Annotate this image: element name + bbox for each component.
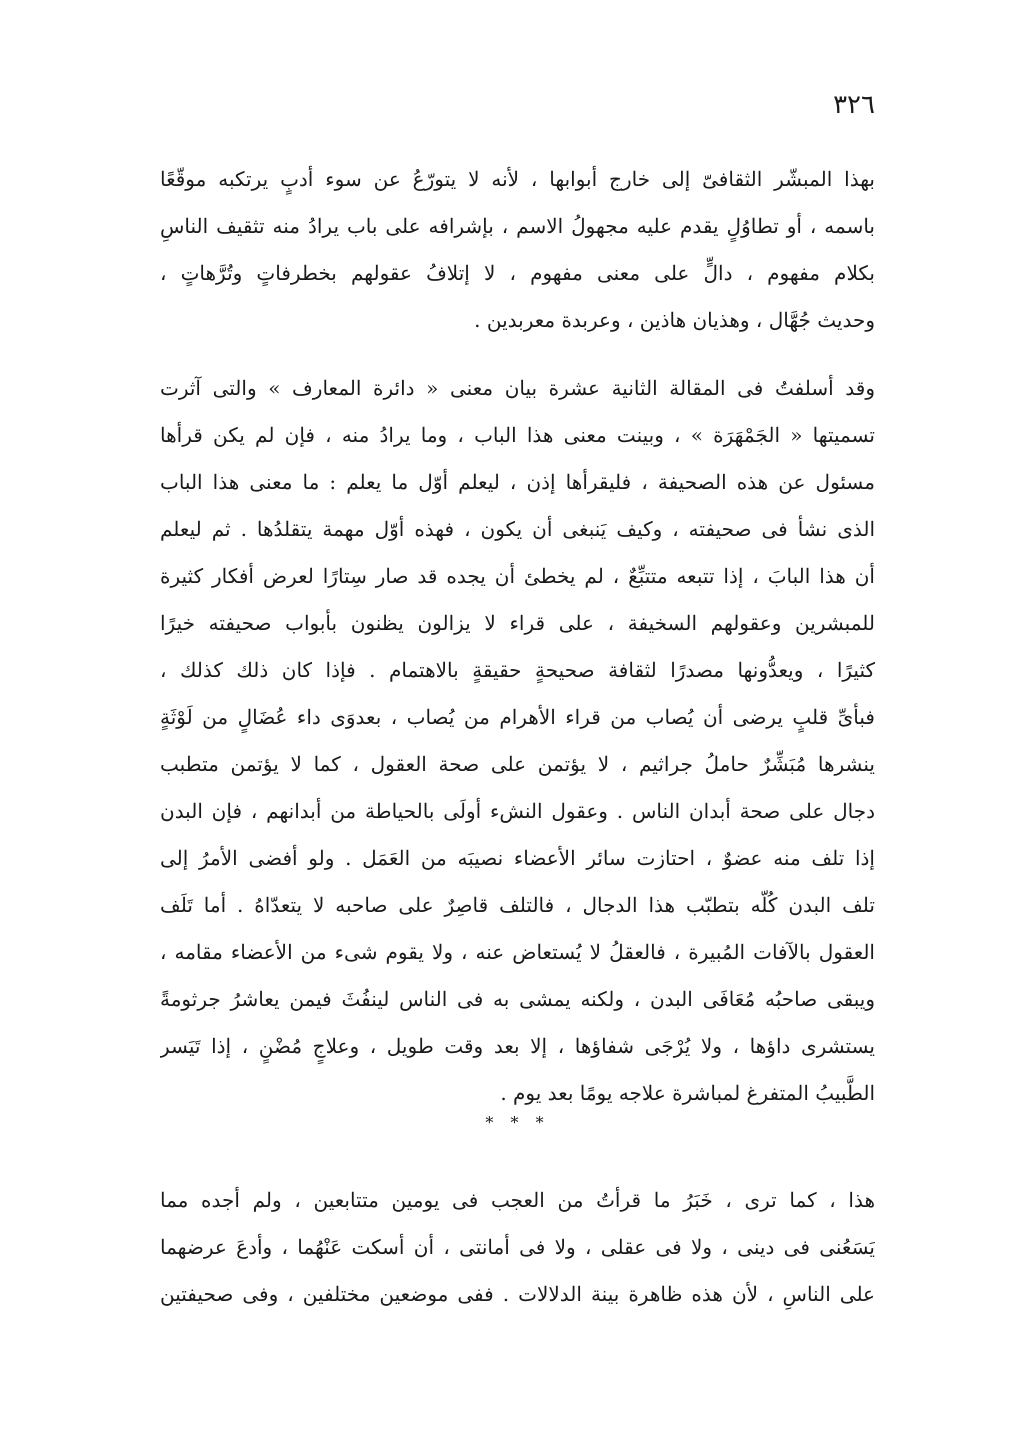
text-line: للمبشرين وعقولهم السخيفة ، على قراء لا يزالون يظنون بأبواب صحيفته خيرًا <box>160 611 875 635</box>
text-line: مسئول عن هذه الصحيفة ، فليقرأها إذن ، ليعلم أوّل ما يعلم : ما معنى هذا الباب <box>160 470 875 494</box>
text-line: وقد أسلفتُ فى المقالة الثانية عشرة بيان معنى « دائرة المعارف » والتى آثرت <box>160 376 875 400</box>
paragraph-3 <box>160 1177 875 1318</box>
text-line: بكلام مفهوم ، دالٍّ على معنى مفهوم ، لا إتلافُ عقولهم بخطرفاتٍ وتُرَّهاتٍ ، <box>160 261 875 285</box>
text-line: على الناسِ ، لأن هذه ظاهرة بينة الدلالات . ففى موضعين مختلفين ، وفى صحيفتين <box>160 1282 875 1306</box>
text-line: تسميتها « الجَمْهَرَة » ، وبينت معنى هذا الباب ، وما يرادُ منه ، فإن لم يكن قرأها <box>160 423 875 447</box>
text-line: وحديث جُهَّال ، وهذيان هاذين ، وعربدة معربدين . <box>474 308 875 332</box>
section-divider: * * * <box>485 1113 550 1132</box>
text-line: يستشرى داؤها ، ولا يُرْجَى شفاؤها ، إلا بعد وقت طويل ، وعلاجٍ مُضْنٍ ، إذا تَيَسر <box>160 1034 875 1058</box>
text-line: يَسَعُنى فى دينى ، ولا فى عقلى ، ولا فى أمانتى ، أن أسكت عَنْهُما ، وأدعَ عرضهما <box>160 1235 875 1259</box>
text-line: كثيرًا ، ويعدُّونها مصدرًا لثقافة صحيحةٍ حقيقةٍ بالاهتمام . فإذا كان ذلك كذلك ، <box>160 658 875 682</box>
text-line: ويبقى صاحبُه مُعَافَى البدن ، ولكنه يمشى به فى الناس لينفُثَ فيمن يعاشرُ جرثومةً <box>160 987 875 1011</box>
text-line: هذا ، كما ترى ، خَبَرُ ما قرأتُ من العجب فى يومين متتابعين ، ولم أجده مما <box>160 1188 875 1212</box>
text-line: إذا تلف منه عضوٌ ، احتازت سائر الأعضاء نصيبَه من العَمَل . ولو أفضى الأمرُ إلى <box>160 846 875 870</box>
paragraph-1 <box>160 156 875 344</box>
text-line: تلف البدن كُلّه بتطبّب هذا الدجال ، فالتلف قاصِرٌ على صاحبه لا يتعدّاهُ . أما تَلَف <box>160 893 875 917</box>
text-line: فبأىِّ قلبٍ يرضى أن يُصاب من قراء الأهرام من يُصاب ، بعدوَى داء عُضَالٍ من لَوْثَةٍ <box>160 705 875 729</box>
text-line: دجال على صحة أبدان الناس . وعقول النشء أولَى بالحياطة من أبدانهم ، فإن البدن <box>160 799 875 823</box>
text-line: أن هذا البابَ ، إذا تتبعه متتبِّعٌ ، لم يخطئ أن يجده قد صار سِتارًا لعرض أفكار كثيرة <box>160 564 875 588</box>
text-line: الطَّبيبُ المتفرغ لمباشرة علاجه يومًا بعد يوم . <box>500 1081 875 1105</box>
text-line: العقول بالآفات المُبيرة ، فالعقلُ لا يُستعاض عنه ، ولا يقوم شىء من الأعضاء مقامه ، <box>160 940 875 964</box>
text-line: باسمه ، أو تطاوُلٍ يقدم عليه مجهولُ الاسم ، بإشرافه على باب يرادُ منه تثقيف الناسِ <box>160 214 875 238</box>
paragraph-2 <box>160 365 875 1117</box>
text-line: الذى نشأ فى صحيفته ، وكيف يَنبغى أن يكون ، فهذه أوّل مهمة يتقلدُها . ثم ليعلم <box>160 517 875 541</box>
text-line: ينشرها مُبَشِّرٌ حاملُ جراثيم ، لا يؤتمن على صحة العقول ، كما لا يؤتمن متطبب <box>160 752 875 776</box>
page-number: ٣٢٦ <box>833 90 875 120</box>
text-line: بهذا المبشّر الثقافىّ إلى خارج أبوابها ، لأنه لا يتورّعُ عن سوء أدبٍ يرتكبه موقّعًا <box>160 167 875 191</box>
